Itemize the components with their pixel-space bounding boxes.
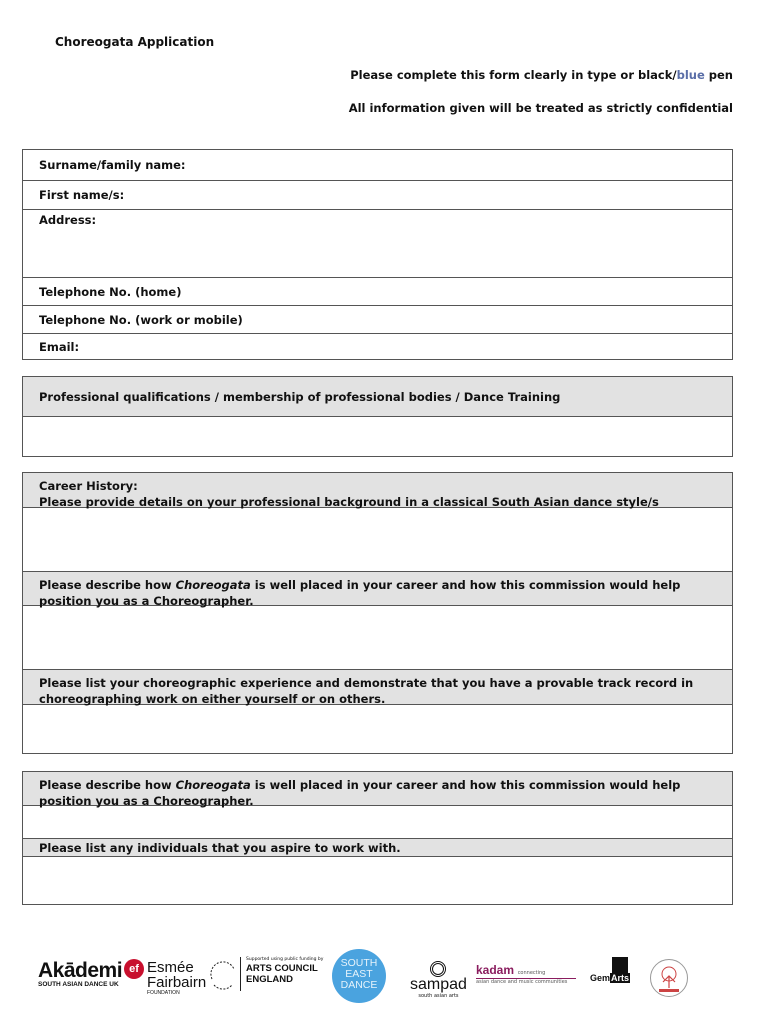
qualifications-section <box>22 376 733 457</box>
arts-council-seal-icon <box>208 957 238 991</box>
instruction-pen-end: pen <box>704 68 733 82</box>
sampad-icon <box>430 961 446 977</box>
tel-work-label: Telephone No. (work or mobile) <box>39 312 243 327</box>
akademi-subtitle: SOUTH ASIAN DANCE UK <box>38 981 119 988</box>
sampad-logo <box>410 961 467 999</box>
email-row[interactable] <box>23 334 732 359</box>
career-placement-answer[interactable] <box>23 606 732 670</box>
placement-question-2 <box>23 772 732 806</box>
ef-icon: ef <box>124 959 144 979</box>
sampad-wordmark: sampad <box>410 976 467 993</box>
akademi-logo <box>38 959 122 988</box>
form-title: Choreogata Application <box>55 35 215 49</box>
q-placement-text-end: is well placed in your career and how this commission would help position you as a Choreographer. <box>39 578 681 608</box>
south-east-dance-logo <box>332 949 386 1003</box>
kadam-connecting: connecting <box>517 970 546 976</box>
instruction-blue-word: blue <box>676 68 705 82</box>
sed-line3: DANCE <box>340 979 378 991</box>
choreo-experience-text: Please list your choreographic experience and demonstrate that you have a provable track record in choreographing work on either yourself or on others. <box>39 676 694 706</box>
placement-answer-2[interactable] <box>23 806 732 839</box>
dance-emblem-icon <box>650 959 688 997</box>
personal-details-section <box>22 149 733 360</box>
qualifications-label: Professional qualifications / membership of professional bodies / Dance Training <box>39 389 561 404</box>
sampad-subtitle: south asian arts <box>418 993 459 999</box>
tel-home-row[interactable] <box>23 278 732 306</box>
qualifications-header <box>23 377 732 417</box>
kadam-wordmark: kadam <box>476 963 515 977</box>
sponsor-logos <box>0 945 770 1005</box>
individuals-answer[interactable] <box>23 857 732 904</box>
kadam-logo <box>476 963 576 985</box>
gem-text: Gem <box>590 973 611 983</box>
email-label: Email: <box>39 339 80 354</box>
akademi-wordmark: Akādemi <box>38 959 123 982</box>
esmee-text: Esmée <box>147 959 194 976</box>
first-name-label: First name/s: <box>39 188 125 202</box>
instruction-confidential: All information given will be treated as strictly confidential <box>348 101 733 115</box>
instruction-pen-text: Please complete this form clearly in type or black/ <box>350 68 677 82</box>
kadam-subtitle: asian dance and music communities <box>476 978 576 985</box>
q2-placement-emphasis: Choreogata <box>175 778 251 792</box>
tel-work-row[interactable] <box>23 306 732 334</box>
individuals-label: Please list any individuals that you aspire to work with. <box>39 840 401 855</box>
career-section <box>22 472 733 754</box>
ace-funding-note: Supported using public funding by <box>246 957 324 962</box>
individuals-question <box>23 839 732 857</box>
q2-placement-text-end: is well placed in your career and how this commission would help position you as a Choreographer. <box>39 778 681 808</box>
arts-text: Arts <box>611 973 630 983</box>
career-placement-question <box>23 572 732 606</box>
address-row[interactable] <box>23 210 732 278</box>
tel-home-label: Telephone No. (home) <box>39 284 182 299</box>
choreo-experience-answer[interactable] <box>23 705 732 753</box>
first-name-row[interactable] <box>23 181 732 210</box>
qualifications-answer[interactable] <box>23 417 732 456</box>
arts-council-logo <box>240 957 323 991</box>
choreo-experience-question <box>23 670 732 705</box>
address-label: Address: <box>39 213 97 227</box>
surname-label: Surname/family name: <box>39 158 186 172</box>
sed-line1: SOUTH <box>340 957 378 969</box>
instruction-pen <box>350 68 733 82</box>
q2-placement-text: Please describe how <box>39 778 176 792</box>
ace-line2: ENGLAND <box>246 974 293 985</box>
q-placement-text: Please describe how <box>39 578 176 592</box>
surname-row[interactable] <box>23 150 732 181</box>
career-header <box>23 473 732 508</box>
career-history-desc: Please provide details on your professional background in a classical South Asian dance style/s <box>39 495 659 509</box>
career-answer[interactable] <box>23 508 732 572</box>
fairbairn-text: Fairbairn <box>147 974 207 991</box>
aspiration-section <box>22 771 733 905</box>
ace-line1: ARTS COUNCIL <box>246 963 318 974</box>
gem-arts-logo <box>590 963 630 983</box>
esmee-foundation-text: FOUNDATION <box>147 990 180 996</box>
q-placement-emphasis: Choreogata <box>175 578 251 592</box>
sed-line2: EAST <box>345 968 373 980</box>
career-history-label: Career History: <box>39 479 138 493</box>
